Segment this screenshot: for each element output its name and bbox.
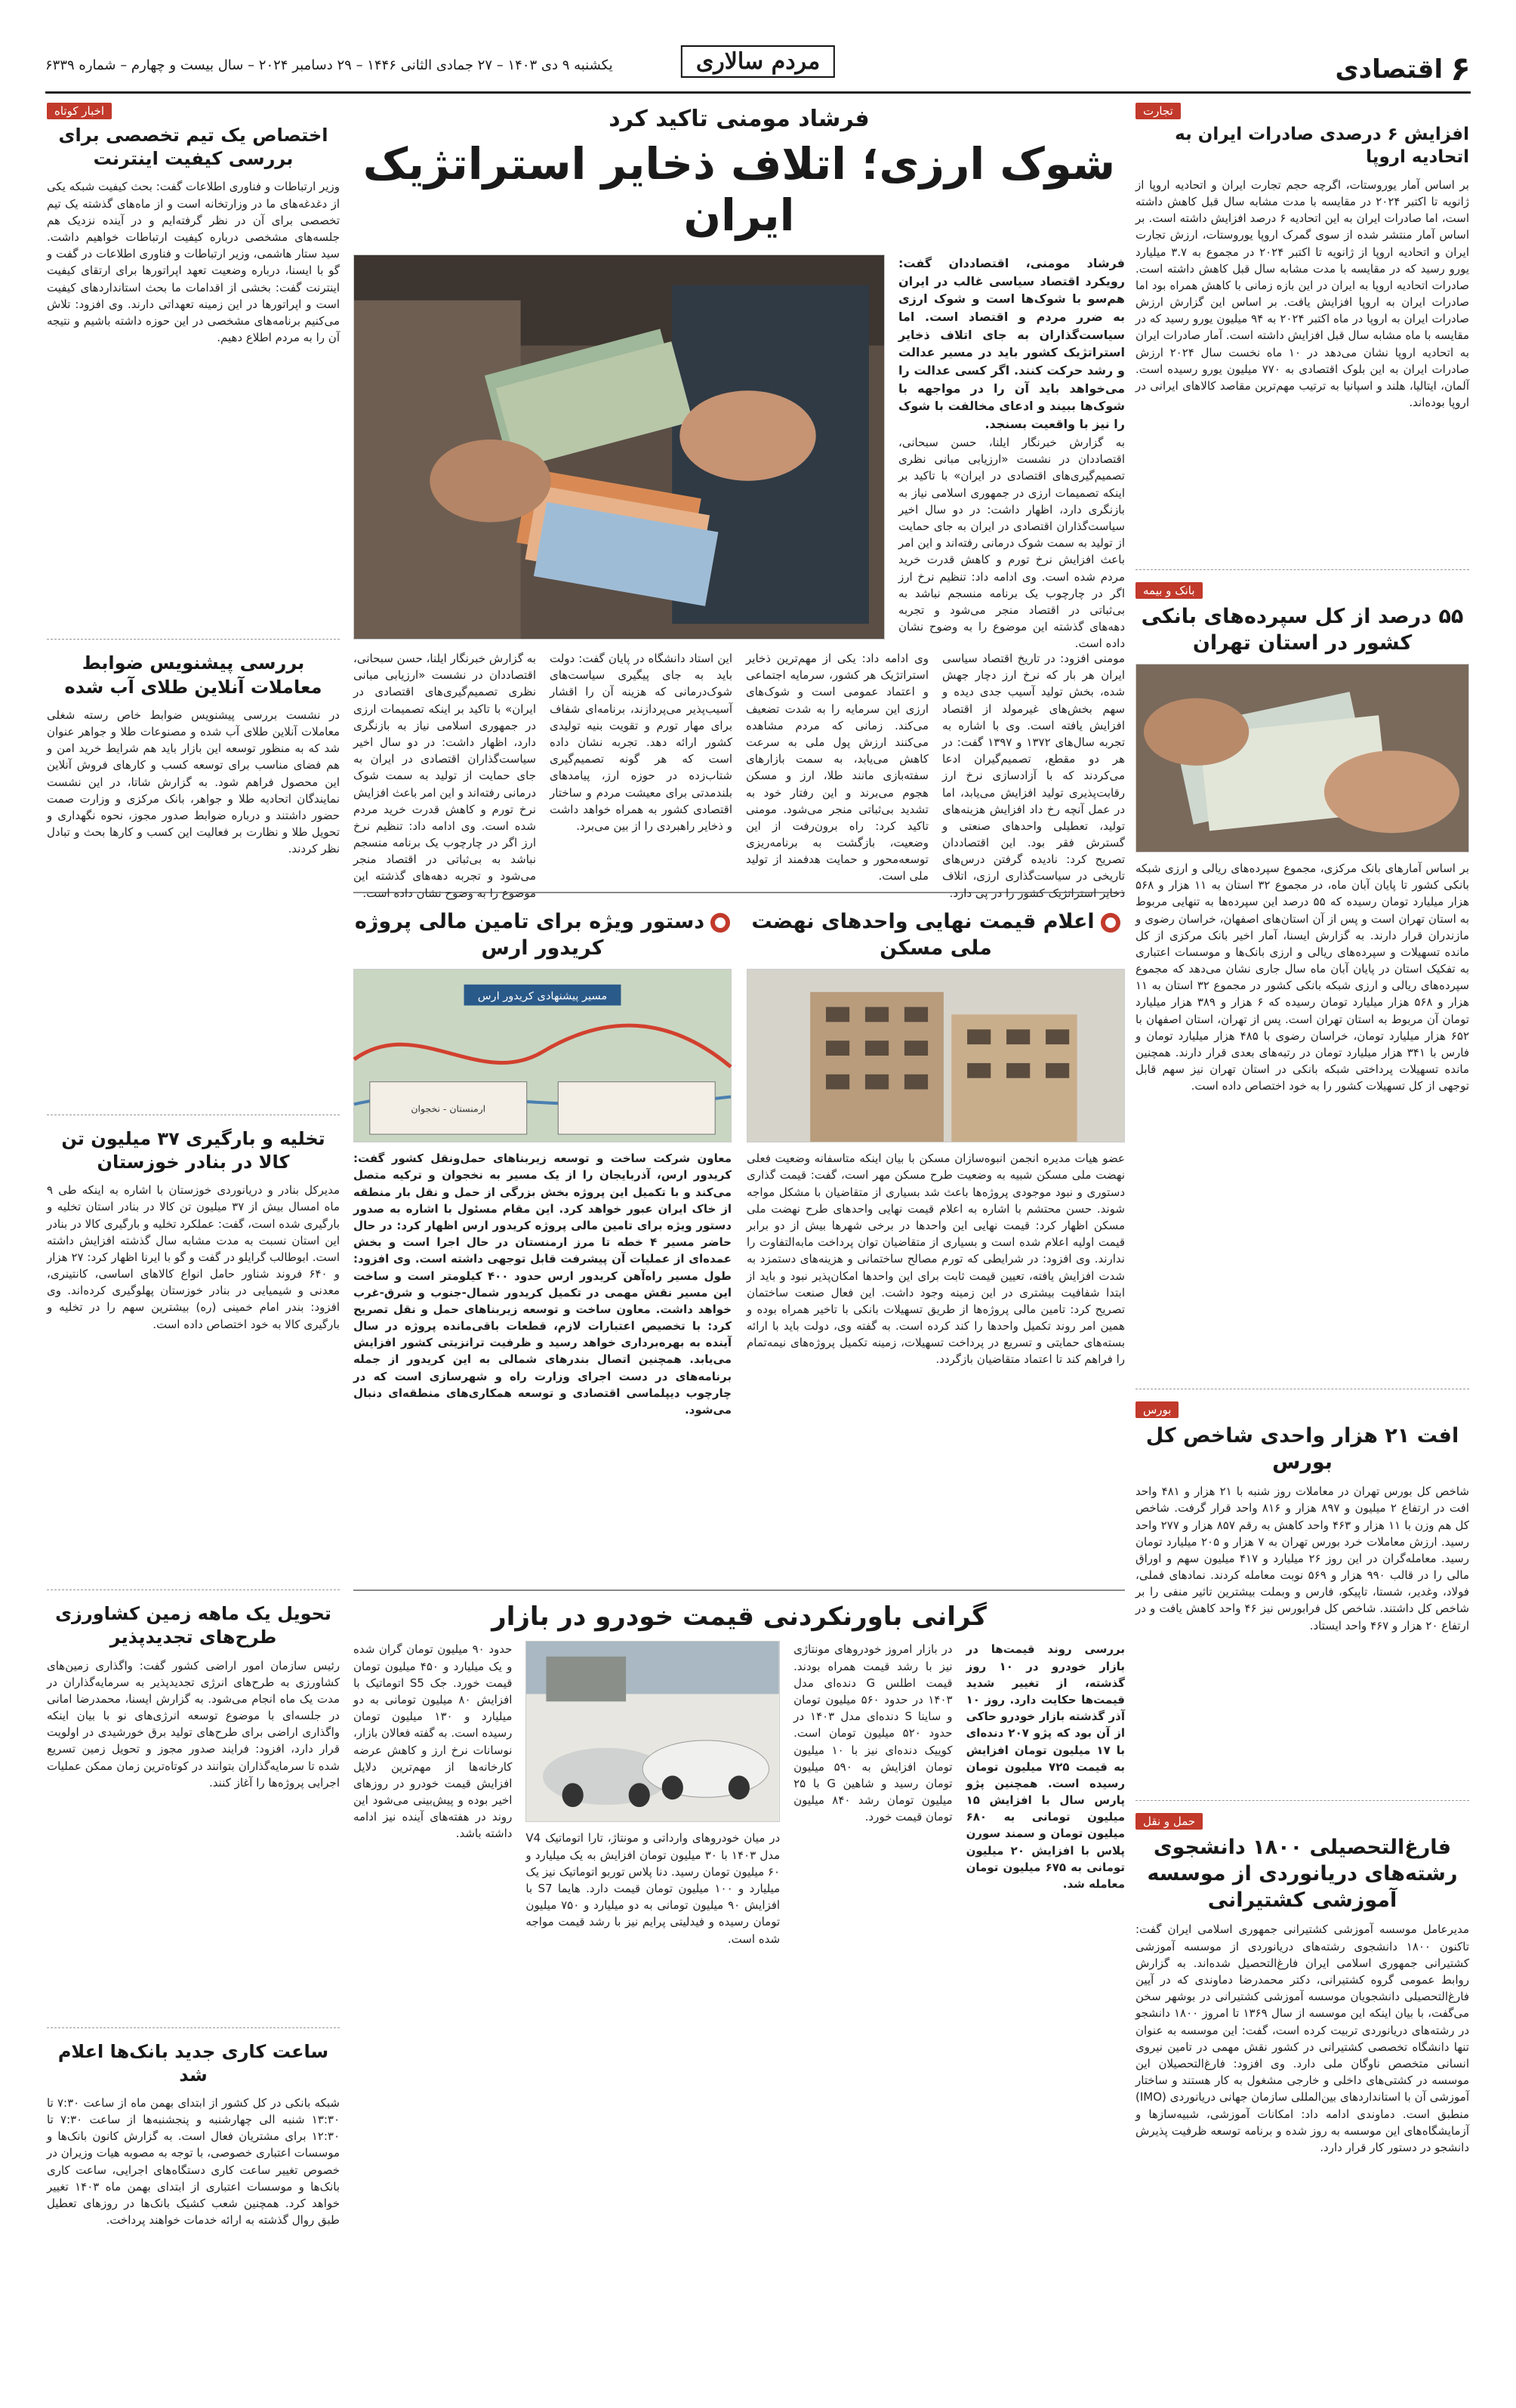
bullet-icon bbox=[1101, 913, 1120, 933]
lead-body: وی ادامه داد: یکی از مهم‌ترین ذخایر استراتژیک هر کشور، سرمایه اجتماعی و اعتماد عمومی است و شوک‌های ارزی این سرمایه را به شدت تضعیف می‌کند. زمانی که مردم مشاهده می‌کنند ارزش پول ملی به سرعت کاهش می‌یابد، به سمت بازارهای سفته‌بازی مانند طلا، ارز و مسکن هجوم می‌برند و این رفتار خود به تشدید بی‌ثباتی منجر می‌شود. مومنی تاکید کرد: راه برون‌رفت از این وضعیت، بازگشت به برنامه‌ریزی توسعه‌محور و حمایت هدفمند از تولید ملی است. bbox=[746, 652, 929, 883]
article-body: بر اساس آمار یوروستات، اگرچه حجم تجارت ایران و اتحادیه اروپا از ژانویه تا اکتبر ۲۰۲۴ در مقایسه با مدت مشابه سال قبل کاهش داشته است، اما صادرات ایران به این اتحادیه ۶ درصد افزایش داشته است. بر اساس آمار منتشر شده از سوی گمرک اروپا یوروستات، ارزش تجارت ایران و اتحادیه اروپا از ژانویه تا اکتبر ۲۰۲۴ در مجموع به ۳.۷ میلیارد یورو رسید که در مقایسه با مدت مشابه سال قبل کاهش داشته است. صادرات اتحادیه اروپا به ایران در این بازه زمانی با کاهش همراه بود اما صادرات ایران به اروپا افزایش یافت. بر اساس این گزارش ارزش صادرات ایران به اروپا در ماه اکتبر ۲۰۲۴ به ۹۴ میلیون یورو رسید که در مقایسه با ماه مشابه سال قبل افزایش داشته است. آمار صادرات ایران به اتحادیه اروپا نشان می‌دهد در ۱۰ ماه نخست سال ۲۰۲۴ ارزش صادرات ایران به این بلوک اقتصادی به ۷۷۰ میلیون یورو رسیده است. آلمان، ایتالیا، هلند و اسپانیا به ترتیب مهم‌ترین مقاصد کالاهای ایرانی در اروپا بوده‌اند. bbox=[1135, 177, 1470, 410]
map-legend: ارمنستان - نخجوان bbox=[411, 1103, 486, 1115]
news-title: اختصاص یک تیم تخصصی برای بررسی کیفیت اینترنت bbox=[58, 125, 328, 170]
lead-top bbox=[353, 254, 1125, 651]
corridor-map bbox=[353, 969, 732, 1142]
lead-body: این استاد دانشگاه در پایان گفت: دولت باید به جای پیگیری سیاست‌های شوک‌درمانی که هزینه آن را اقشار آسیب‌پذیر می‌پردازند، برنامه‌ای شفاف برای مهار تورم و تقویت بنیه تولیدی کشور ارائه دهد. تجربه نشان داده است که هر گونه تصمیم‌گیری شتاب‌زده در حوزه ارز، پیامدهای بلندمدتی برای معیشت مردم و ساختار اقتصادی کشور به همراه خواهد داشت و ذخایر راهبردی را از بین می‌برد. bbox=[550, 652, 732, 833]
lead-headline: شوک ارزی؛ اتلاف ذخایر استراتژیک ایران bbox=[362, 138, 1116, 241]
housing-article bbox=[747, 904, 1125, 1573]
car-article bbox=[353, 1600, 1125, 1996]
car-photo-column bbox=[525, 1641, 780, 1996]
article-body: در میان خودروهای وارداتی و مونتاژ، تارا اتوماتیک V4 مدل ۱۴۰۳ با ۳۰ میلیون تومان افزایش به یک میلیارد و ۶۰ میلیون تومان رسید. دنا پلاس توربو اتوماتیک نیز یک میلیارد و ۱۰۰ میلیون تومان قیمت دارد. هایما S7 با افزایش ۹۰ میلیون تومانی به دو میلیارد و ۷۵۰ میلیون تومان رسیده و فیدلیتی پرایم نیز با رشد قیمت مواجه شده است. bbox=[525, 1831, 781, 1946]
article-title: افت ۲۱ هزار واحدی شاخص کل بورس bbox=[1145, 1423, 1459, 1475]
news-body: در نشست بررسی پیشنویس ضوابط خاص رسته شغلی معاملات آنلاین طلای آب شده و مصنوعات طلا و جواهر عنوان شد که به منظور توسعه این بازار باید هم شرایط خرید امن و هم فضای مناسب برای توسعه کسب و کارهای فروش آنلاین این محصول فراهم شود. به گزارش شاتا، در این نشست نمایندگان اتحادیه طلا و جواهر، بانک مرکزی و وزارت صمت حضور داشتند و درباره ضوابط صدور مجوز، نحوه نگهداری و تحویل طلا و نظارت بر فعالیت این کسب و کارها بحث و تبادل نظر کردند. bbox=[47, 708, 340, 856]
left-column bbox=[47, 103, 340, 2382]
tag-bank: بانک و بیمه bbox=[1135, 582, 1203, 599]
lead-kicker: فرشاد مومنی تاکید کرد bbox=[609, 106, 870, 132]
news-title: تحویل یک ماهه زمین کشاورزی طرح‌های تجدیدپذیر bbox=[55, 1603, 331, 1648]
news-body: شبکه بانکی در کل کشور از ابتدای بهمن ماه از ساعت ۷:۳۰ تا ۱۳:۳۰ شنبه الی چهارشنبه و پنجشنبه‌ها از ساعت ۷:۳۰ تا ۱۲:۳۰ برای مشتریان فعال است. به گزارش کانون بانک‌ها و موسسات اعتباری خصوصی، با توجه به مصوبه هیات وزیران در خصوص تغییر ساعت کاری دستگاه‌های اجرایی، ساعت کاری بانک‌ها و موسسات اعتباری از ابتدای بهمن ماه ۱۴۰۳ تغییر خواهد کرد. همچنین شعب کشیک بانک‌ها در روزهای تعطیل طبق روال گذشته به ارائه خدمات خواهند پرداخت. bbox=[47, 2095, 340, 2228]
tag-stock: بورس bbox=[1135, 1401, 1179, 1418]
news-title: ساعت کاری جدید بانک‌ها اعلام شد bbox=[57, 2040, 329, 2086]
car-columns bbox=[353, 1641, 1125, 1996]
article-body: معاون شرکت ساخت و توسعه زیربناهای حمل‌ونقل کشور گفت: کریدور ارس، آذربایجان را از یک مسیر به نخجوان و ترکیه متصل می‌کند و با تکمیل این پروژه بخش بزرگی از حمل و نقل بار منطقه از خاک ایران عبور خواهد کرد. این مقام مسئول با اشاره به صدور دستور ویژه برای تامین مالی پروژه کریدور ارس اظهار کرد: در حال حاضر مسیر ۴ خطه تا مرز ارمنستان در حال اجرا است و بخش عمده‌ای از عملیات آن پیشرفت قابل توجهی داشته است. وی افزود: طول مسیر راه‌آهن کریدور ارس حدود ۴۰۰ کیلومتر است و ساخت این مسیر نقش مهمی در تکمیل کریدور شمال-جنوب و شرق-غرب خواهد داشت. معاون ساخت و توسعه زیربناهای حمل و نقل تصریح کرد: با تخصیص اعتبارات لازم، قطعات باقی‌مانده پروژه در سال آینده به بهره‌برداری خواهد رسید و ظرفیت ترانزیتی کشور افزایش می‌یابد. همچنین اتصال بندرهای شمالی به این کریدور از جمله برنامه‌های در دست اجرای وزارت راه و شهرسازی است که در چارچوب دیپلماسی اقتصادی و توسعه همکاری‌های منطقه‌ای دنبال می‌شود. bbox=[353, 1152, 732, 1417]
article-title: اعلام قیمت نهایی واحدهای نهضت ملی مسکن bbox=[747, 908, 1125, 961]
newspaper-logo: مردم سالاری bbox=[681, 45, 835, 78]
article-title: ۵۵ درصد از کل سپرده‌های بانکی کشور در استان تهران bbox=[1141, 604, 1464, 655]
article-body: شاخص کل بورس تهران در معاملات روز شنبه با ۲۱ هزار و ۴۸۱ واحد افت در ارتفاع ۲ میلیون و ۸۹۷ هزار و ۸۱۶ واحد قرار گرفت. شاخص کل هم وزن با ۱۱ هزار و ۴۶۳ واحد کاهش به رقم ۸۵۷ هزار و ۲۷۷ واحد رسید. ارزش معاملات خرد بورس تهران به ۷ هزار و ۲۰۵ میلیارد تومان رسید. معامله‌گران در این روز ۲۶ میلیارد و ۴۱۷ میلیون سهم و اوراق مالی را در قالب ۹۹۰ هزار و ۵۶۹ نوبت معامله کردند. نمادهای فملی، فولاد، وغدیر، شستا، تاپیکو، فارس و وبملت بیشترین تاثیر منفی را بر شاخص کل داشتند. شاخص کل فرابورس نیز ۴۶ واحد کاهش یافت و در ارتفاع ۲۰ هزار و ۴۶۷ واحد ایستاد. bbox=[1135, 1485, 1470, 1633]
news-title: تخلیه و بارگیری ۳۷ میلیون تن کالا در بنادر خوزستان bbox=[61, 1127, 325, 1173]
section-header bbox=[1335, 50, 1471, 88]
article-title: فارغ‌التحصیلی ۱۸۰۰ دانشجوی رشته‌های دریانوردی از موسسه آموزشی کشتیرانی bbox=[1147, 1836, 1458, 1913]
lead-body: به گزارش خبرنگار ایلنا، حسن سبحانی، اقتصاددان در نشست «ارزیابی مبانی نظری تصمیم‌گیری‌های اقتصادی در ایران» با تاکید بر اینکه تصمیمات ارزی در جمهوری اسلامی نیاز به بازنگری دارد، اظهار داشت: در دو سال اخیر سیاست‌گذاران اقتصادی در ایران به جای حمایت از تولید به سمت شوک درمانی رفته‌اند و این امر باعث افزایش نرخ تورم و کاهش قدرت خرید مردم شده است. وی ادامه داد: تنظیم نرخ ارز اگر در چارچوب یک برنامه منسجم نباشد به بی‌ثباتی در اقتصاد منجر می‌شود و تجربه دهه‌های گذشته این موضوع را به وضوح نشان داده است. bbox=[353, 652, 536, 900]
lead-intro: فرشاد مومنی، اقتصاددان گفت: رویکرد اقتصاد سیاسی غالب در ایران هم‌سو با شوک‌ها است و شوک ارزی به ضرر مردم و اقتصاد است. اما سیاست‌گذاران به جای اتلاف ذخایر استراتژیک کشور باید در مسیر عدالت و رشد حرکت کنند. اگر کسی عدالت را می‌خواهد باید آن را در مواجهه با شوک‌ها ببیند و ادعای مخالفت با شوک را نیز با واقعیت بسنجد. bbox=[898, 256, 1125, 432]
news-body: مدیرکل بنادر و دریانوردی خوزستان با اشاره به اینکه طی ۹ ماه امسال بیش از ۳۷ میلیون تن کالا در بنادر استان تخلیه و بارگیری شده است، گفت: عملکرد تخلیه و بارگیری کالا در بنادر این استان نسبت به مدت مشابه سال گذشته افزایش داشته است. ابوطالب گرایلو در گفت و گو با ایرنا اظهار کرد: ۲۷ هزار و ۶۴۰ فروند شناور حامل انواع کالاهای اساسی، کانتینری، معدنی و شیمیایی در بنادر خوزستان پهلوگیری کرده‌اند. وی افزود: بندر امام خمینی (ره) بیشترین سهم را در تخلیه و بارگیری کالا به خود اختصاص داده است. bbox=[47, 1183, 340, 1331]
aras-article bbox=[353, 904, 732, 1573]
tag-trade: تجارت bbox=[1135, 103, 1181, 119]
masthead bbox=[45, 44, 1471, 94]
building-photo bbox=[747, 969, 1125, 1142]
mid-section bbox=[353, 904, 1125, 1573]
article-title: گرانی باورنکردنی قیمت خودرو در بازار bbox=[491, 1602, 987, 1633]
cash-counting-photo bbox=[1135, 664, 1469, 853]
article-body: در بازار امروز خودروهای مونتاژی نیز با رشد قیمت همراه بودند. قیمت اطلس G دنده‌ای مدل ۱۴۰۳ در حدود ۵۶۰ میلیون تومان و ساینا S دنده‌ای مدل ۱۴۰۳ در حدود ۵۲۰ میلیون تومان است. کوییک دنده‌ای نیز با ۱۰ میلیون تومان افزایش به ۵۹۰ میلیون تومان رسید و شاهین G با ۲۵ میلیون تومان رشد ۸۴۰ میلیون تومان قیمت خورد. bbox=[793, 1642, 953, 1824]
page-number: ۶ bbox=[1450, 50, 1471, 88]
car-showroom-photo bbox=[525, 1641, 780, 1822]
article-body: حدود ۹۰ میلیون تومان گران شده و یک میلیارد و ۴۵۰ میلیون تومان قیمت خورد. جک S5 اتوماتیک با افزایش ۸۰ میلیون تومانی به دو میلیارد و ۱۳۰ میلیون تومان رسیده است. به گفته فعالان بازار، نوسانات نرخ ارز و کاهش عرضه کارخانه‌ها از مهم‌ترین دلایل افزایش قیمت خودرو در روزهای اخیر بوده و پیش‌بینی می‌شود این روند در هفته‌های آینده نیز ادامه داشته باشد. bbox=[353, 1642, 513, 1841]
right-column bbox=[1135, 103, 1469, 2374]
tag-transport: حمل و نقل bbox=[1135, 1813, 1203, 1830]
news-body: وزیر ارتباطات و فناوری اطلاعات گفت: بحث کیفیت شبکه یکی از دغدغه‌های ما در وزارتخانه است و از ماه‌های گذشته یک تیم تخصصی برای آن در نظر گرفته‌ایم و در آینده نزدیک هم جلسه‌های مشخصی درباره کیفیت ارتباطات خواهیم داشت. سید ستار هاشمی، وزیر ارتباطات و فناوری اطلاعات در گفت و گو با ایسنا، درباره وضعیت تعهد اپراتورها برای ارتقای کیفیت اینترنت گفت: بخشی از اقدامات ما بحث استانداردهای کیفیت است و اپراتورها در این زمینه تعهداتی دارند. وی افزود: تلاش می‌کنیم برنامه‌های مشخصی در این حوزه داشته باشیم و نتیجه آن را به مردم اطلاع دهیم. bbox=[47, 180, 340, 345]
article-body: عضو هیات مدیره انجمن انبوه‌سازان مسکن با بیان اینکه متاسفانه وضعیت فعلی نهضت ملی مسکن شبیه به وضعیت طرح مسکن مهر است، گفت: قیمت گذاری دستوری و نبود موجودی پروژه‌ها باعث شد بسیاری از متقاضیان با مشکل مواجه شوند. حسن محتشم با اشاره به اعلام قیمت نهایی واحدهای طرح نهضت ملی مسکن اظهار کرد: قیمت نهایی این واحدها در برخی شهرها بیش از دو برابر قیمت اولیه اعلام شده است و بسیاری از متقاضیان توان پرداخت مابه‌التفاوت را ندارند. وی افزود: در شرایطی که تورم مصالح ساختمانی و هزینه‌های دستمزد به شدت افزایش یافته، تعیین قیمت ثابت برای این واحدها امکان‌پذیر نبود و باید از ابتدا شفافیت بیشتری در این زمینه وجود داشت. این فعال صنعت ساختمان تصریح کرد: تامین مالی پروژه‌ها از طریق تسهیلات بانکی با تاخیر همراه بوده و همین امر روند تکمیل واحدها را کند کرده است. به گفته وی، دولت باید با ارائه بسته‌های حمایتی و تسریع در پرداخت تسهیلات، زمینه تکمیل پروژه‌های نیمه‌تمام را فراهم کند تا اعتماد متقاضیان بازگردد. bbox=[747, 1152, 1125, 1367]
bullet-icon bbox=[710, 913, 730, 933]
lead-columns bbox=[353, 650, 1125, 900]
lead-body: به گزارش خبرنگار ایلنا، حسن سبحانی، اقتصاددان در نشست «ارزیابی مبانی نظری تصمیم‌گیری‌های اقتصادی در ایران» با تاکید بر اینکه تصمیمات ارزی در جمهوری اسلامی نیاز به بازنگری دارد، اظهار داشت: در دو سال اخیر سیاست‌گذاران اقتصادی در ایران به جای حمایت از تولید به سمت شوک درمانی رفته‌اند و این امر باعث افزایش نرخ تورم و کاهش قدرت خرید مردم شده است. وی ادامه داد: تنظیم نرخ ارز اگر در چارچوب یک برنامه منسجم نباشد به بی‌ثباتی در اقتصاد منجر می‌شود و تجربه دهه‌های گذشته این موضوع را به وضوح نشان داده است. bbox=[898, 436, 1125, 651]
article-title: افزایش ۶ درصدی صادرات ایران به اتحادیه اروپا bbox=[1175, 125, 1469, 167]
article-body: بررسی روند قیمت‌ها در بازار خودرو در ۱۰ روز گذشته، از تغییر شدید قیمت‌ها حکایت دارد. روز ۱۰ آذر گذشته بازار خودرو حاکی از آن بود که پژو ۲۰۷ دنده‌ای با ۱۷ میلیون تومان افزایش به قیمت ۷۲۵ میلیون تومان رسیده است. همچنین پژو پارس سال با افزایش ۱۵ میلیون تومانی به ۶۸۰ میلیون تومان و سمند سورن پلاس با افزایش ۲۰ میلیون تومانی به ۶۷۵ میلیون تومان معامله شد. bbox=[966, 1642, 1125, 1891]
tag-short-news: اخبار کوتاه bbox=[47, 103, 112, 119]
article-title: دستور ویژه برای تامین مالی پروژه کریدور ارس bbox=[353, 908, 732, 961]
news-body: رئیس سازمان امور اراضی کشور گفت: واگذاری زمین‌های کشاورزی به طرح‌های انرژی تجدیدپذیر به سرمایه‌گذاران در مدت یک ماه انجام می‌شود. به گزارش ایسنا، محمدرضا امانی در جلسه‌ای با موضوع توسعه انرژی‌های نو با بیان اینکه واگذاری اراضی برای طرح‌های تولید برق خورشیدی در اولویت قرار دارد، افزود: فرایند صدور مجوز و تحویل زمین تسریع شده تا سرمایه‌گذاران بتوانند در کوتاه‌ترین زمان ممکن عملیات اجرایی پروژه‌ها را آغاز کنند. bbox=[47, 1658, 340, 1790]
section-name: اقتصادی bbox=[1335, 54, 1444, 85]
map-banner: مسیر پیشنهادی کریدور ارس bbox=[477, 991, 608, 1003]
news-title: بررسی پیشنویس ضوابط معاملات آنلاین طلای آب شده bbox=[64, 652, 322, 698]
lead-body: مومنی افزود: در تاریخ اقتصاد سیاسی ایران هر بار که نرخ ارز دچار جهش شده، بخش تولید آسیب جدی دیده و سهم بخش‌های غیرمولد از اقتصاد افزایش یافته است. وی با اشاره به تجربه سال‌های ۱۳۷۲ و ۱۳۹۷ گفت: در هر دو مقطع، تصمیم‌گیران ادعا می‌کردند که با آزادسازی نرخ ارز رقابت‌پذیری تولید افزایش می‌یابد، اما در عمل آنچه رخ داد افزایش هزینه‌های تولید، تعطیلی واحدهای صنعتی و گسترش فقر بود. این اقتصاددان تصریح کرد: نادیده گرفتن درس‌های تاریخی در سیاست‌گذاری ارزی، اتلاف ذخایر استراتژیک کشور را در پی دارد. bbox=[942, 652, 1125, 900]
main-area bbox=[353, 103, 1125, 1996]
article-body: بر اساس آمارهای بانک مرکزی، مجموع سپرده‌های ریالی و ارزی شبکه بانکی کشور تا پایان آبان ماه، در مجموع ۳۲ استان به ۱۱ هزار و ۵۶۸ هزار میلیارد تومان رسیده که ۵۵ درصد این سپرده‌ها به تنهایی مربوط به استان تهران است و پس از آن استان‌های اصفهان، خراسان رضوی و مازندران قرار دارند. به گزارش ایسنا، آمار اخیر بانک مرکزی از کل مانده تسهیلات و سپرده‌های ریالی و ارزی بانک‌ها و موسسات اعتباری به تفکیک استان در پایان آبان ماه سال جاری نشان می‌دهد که مجموع سپرده‌های ریالی و ارزی شبکه بانکی کشور در مجموع ۳۲ استان به ۱۱ هزار و ۵۶۸ هزار میلیارد تومان رسیده که ۶ هزار و ۳۸۹ هزار میلیارد تومان آن مربوط به استان تهران است. پس از تهران، استان اصفهان با ۶۵۲ هزار میلیارد تومان، خراسان رضوی با ۴۸۵ هزار میلیارد تومان و فارس با ۳۴۱ هزار میلیارد تومان در رتبه‌های بعدی قرار دارند. همچنین مانده تسهیلات پرداختی شبکه بانکی در استان تهران نیز سهم قابل توجهی از کل تسهیلات کشور را به خود اختصاص داده است. bbox=[1135, 861, 1469, 1093]
dateline: یکشنبه ۹ دی ۱۴۰۳ – ۲۷ جمادی الثانی ۱۴۴۶ – ۲۹ دسامبر ۲۰۲۴ – سال بیست و چهارم – شماره ۶۳۳۹ bbox=[45, 57, 613, 73]
article-body: مدیرعامل موسسه آموزشی کشتیرانی جمهوری اسلامی ایران گفت: تاکنون ۱۸۰۰ دانشجوی رشته‌های دریانوردی از موسسه آموزشی کشتیرانی جمهوری اسلامی ایران فارغ‌التحصیل شده‌اند. به گزارش روابط عمومی گروه کشتیرانی، دکتر محمدرضا دماوندی که در آیین فارغ‌التحصیلی دانشجویان موسسه آموزشی کشتیرانی در بوشهر سخن می‌گفت، با بیان اینکه این موسسه از سال ۱۳۶۹ تا امروز ۱۸۰۰ دانشجو در رشته‌های دریانوردی تربیت کرده است، گفت: این موسسه به عنوان تنها دانشگاه تخصصی کشتیرانی در کشور نقش مهمی در تامین نیروی انسانی متخصص ناوگان ملی دارد. وی افزود: فارغ‌التحصیلان این موسسه در کشتی‌های داخلی و خارجی مشغول به کار هستند و ساختار آموزشی آن با استانداردهای بین‌المللی سازمان جهانی دریانوردی (IMO) منطبق است. دماوندی ادامه داد: امکانات آموزشی، شبیه‌سازها و آزمایشگاه‌های این موسسه به روز شده و برنامه توسعه ظرفیت پذیرش دانشجو در دستور کار قرار دارد. bbox=[1135, 1922, 1469, 2154]
lead-intro-column bbox=[898, 254, 1125, 651]
currency-exchange-photo bbox=[353, 254, 885, 640]
